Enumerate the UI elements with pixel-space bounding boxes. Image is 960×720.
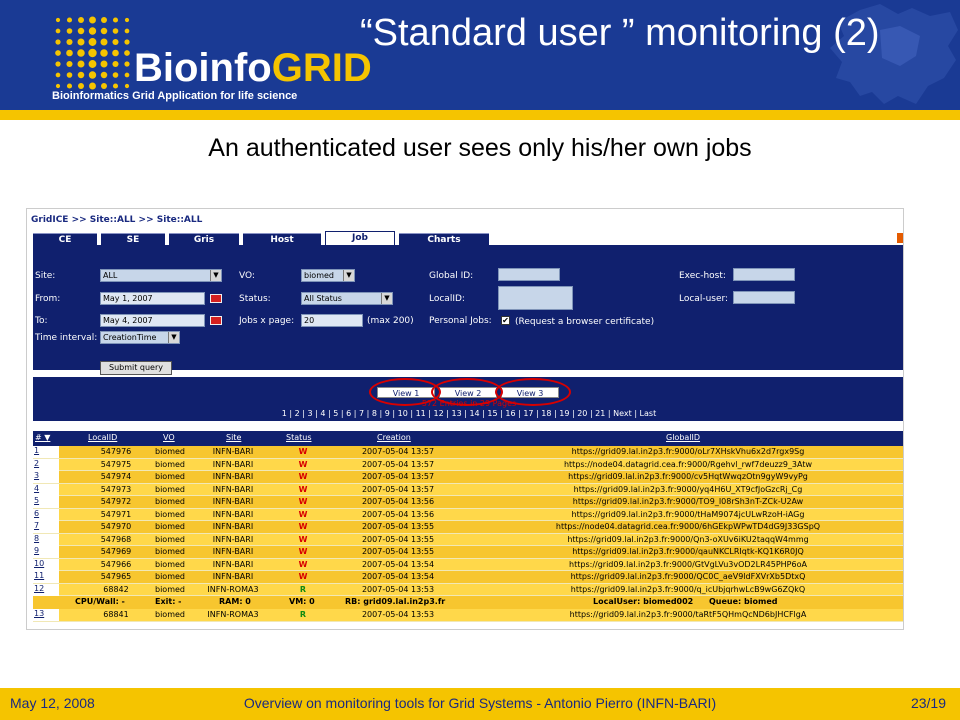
local-id-label: LocalID:	[429, 294, 465, 304]
jobs-max-note: (max 200)	[367, 316, 414, 326]
cell-globalid: https://grid09.lal.in2p3.fr:9000/qauNKCLRIqtk-KQ1K6R0JQ	[572, 547, 804, 556]
personal-jobs-note: (Request a browser certificate)	[515, 317, 655, 327]
cell-creation: 2007-05-04 13:57	[361, 484, 435, 494]
logo-text: BioinfoGRID	[134, 46, 372, 90]
slide-footer	[0, 688, 960, 720]
footer-page-number: 23/19	[910, 695, 946, 711]
cell-localid: 68842	[103, 584, 129, 594]
detail-cpu: CPU/Wall: -	[75, 597, 125, 606]
cell-status: W	[298, 572, 308, 581]
table-row[interactable]	[33, 571, 904, 584]
cell-creation: 2007-05-04 13:53	[361, 584, 435, 594]
cell-creation: 2007-05-04 13:57	[361, 459, 435, 469]
slide-title: “Standard user ” monitoring (2)	[360, 12, 880, 54]
cell-creation: 2007-05-04 13:56	[361, 497, 435, 506]
status-header[interactable]: Status	[286, 433, 312, 442]
from-date-input[interactable]: May 1, 2007	[100, 292, 205, 305]
local-id-input[interactable]	[498, 286, 573, 310]
detail-vm: VM: 0	[289, 597, 315, 606]
row-number-link[interactable]: 12	[33, 584, 59, 596]
logo-subtitle: Bioinformatics Grid Application for life science	[52, 90, 298, 102]
cell-globalid: https://grid09.lal.in2p3.fr:9000/tHaM9074jcULwRzoH-iAGg	[571, 509, 805, 519]
cell-creation: 2007-05-04 13:57	[361, 447, 435, 456]
detail-queue: Queue: biomed	[709, 597, 778, 606]
creation-header[interactable]: Creation	[377, 433, 411, 442]
cell-creation: 2007-05-04 13:54	[361, 572, 435, 581]
view-pager	[33, 377, 904, 421]
personal-jobs-label: Personal Jobs:	[429, 316, 492, 326]
cell-globalid: https://grid09.lal.in2p3.fr:9000/oLr7XHskVhu6x2d7rgx9Sg	[571, 447, 805, 456]
jobs-per-page-input[interactable]: 20	[301, 314, 363, 327]
tab-se[interactable]: SE	[101, 233, 165, 245]
row-number-link[interactable]: 8	[33, 534, 59, 546]
table-row[interactable]	[33, 521, 904, 534]
cell-site: INFN-BARI	[212, 484, 254, 494]
view-1-button[interactable]: View 1	[377, 387, 435, 398]
header-accent-bar	[0, 110, 960, 120]
local-user-label: Local-user:	[679, 294, 729, 304]
cell-site: INFN-ROMA3	[207, 610, 259, 619]
table-row[interactable]	[33, 609, 904, 622]
vo-label: VO:	[239, 271, 255, 281]
row-number-link[interactable]: 10	[33, 559, 59, 571]
global-id-input[interactable]	[498, 268, 560, 281]
cell-localid: 547968	[100, 534, 132, 544]
cell-vo: biomed	[155, 472, 185, 481]
slide-header	[0, 0, 960, 110]
from-label: From:	[35, 294, 61, 304]
local-user-input[interactable]	[733, 291, 795, 304]
cell-globalid: https://grid09.lal.in2p3.fr:9000/QC0C_aeV9ldFXVrXb5DtxQ	[570, 572, 806, 581]
row-number-link[interactable]: 11	[33, 571, 59, 583]
cell-vo: biomed	[155, 522, 185, 531]
table-row[interactable]	[33, 459, 904, 472]
site-label: Site:	[35, 271, 56, 281]
cell-vo: biomed	[155, 484, 185, 494]
table-row[interactable]	[33, 446, 904, 459]
row-number-link[interactable]: 6	[33, 509, 59, 521]
sort-number-header[interactable]: # ▼	[35, 433, 51, 442]
calendar-icon[interactable]	[210, 316, 222, 325]
cell-localid: 547976	[100, 447, 132, 456]
cell-globalid: https://grid09.lal.in2p3.fr:9000/yq4H6U_XT9cfJoGzcRj_Cg	[573, 484, 803, 494]
view-2-button[interactable]: View 2	[439, 387, 497, 398]
vo-header[interactable]: VO	[163, 433, 175, 442]
cell-status: R	[299, 610, 307, 619]
cell-site: INFN-ROMA3	[207, 584, 259, 594]
tab-gris[interactable]: Gris	[169, 233, 239, 245]
chevron-down-icon: ▼	[343, 270, 354, 281]
cell-localid: 547965	[100, 572, 132, 581]
breadcrumb[interactable]: GridICE >> Site::ALL >> Site::ALL	[31, 215, 203, 225]
cell-localid: 68841	[103, 610, 129, 619]
cell-creation: 2007-05-04 13:53	[361, 610, 435, 619]
cell-site: INFN-BARI	[212, 459, 254, 469]
global-id-label: Global ID:	[429, 271, 474, 281]
cell-status: W	[298, 484, 308, 494]
cell-vo: biomed	[155, 447, 185, 456]
interval-label: Time interval:	[35, 333, 98, 343]
cell-localid: 547973	[100, 484, 132, 494]
status-select-value: All Status	[304, 294, 342, 303]
globalid-header[interactable]: GlobalID	[666, 433, 701, 442]
exec-host-label: Exec-host:	[679, 271, 726, 281]
cell-localid: 547971	[100, 509, 132, 519]
cell-globalid: https://node04.datagrid.cea.fr:9000/Rgehvl_rwf7deuzz9_3Atw	[563, 459, 813, 469]
table-row[interactable]	[33, 509, 904, 522]
cell-vo: biomed	[155, 509, 185, 519]
cell-creation: 2007-05-04 13:56	[361, 509, 435, 519]
cell-site: INFN-BARI	[212, 559, 254, 569]
cell-status: W	[298, 459, 308, 469]
cell-site: INFN-BARI	[212, 509, 254, 519]
cell-vo: biomed	[155, 547, 185, 556]
status-select[interactable]	[301, 292, 393, 305]
cell-status: W	[298, 509, 308, 519]
cell-status: W	[298, 472, 308, 481]
exec-host-input[interactable]	[733, 268, 795, 281]
chevron-down-icon: ▼	[381, 293, 392, 304]
cell-status: W	[298, 547, 308, 556]
cell-site: INFN-BARI	[212, 447, 254, 456]
site-select-value: ALL	[103, 271, 118, 280]
calendar-icon[interactable]	[210, 294, 222, 303]
cell-localid: 547975	[100, 459, 132, 469]
job-query-form	[33, 246, 904, 370]
footer-date: May 12, 2008	[10, 695, 95, 711]
table-row[interactable]	[33, 559, 904, 572]
cell-globalid: https://grid09.lal.in2p3.fr:9000/taRtF5QHmQcND6bJHCFlgA	[569, 610, 807, 619]
cell-globalid: https://grid09.lal.in2p3.fr:9000/q_icUbjqrhwLcB9wG6ZQkQ	[570, 584, 806, 594]
vo-select[interactable]	[301, 269, 355, 282]
submit-query-button[interactable]: Submit query	[100, 361, 172, 375]
table-row[interactable]	[33, 546, 904, 559]
view-3-button[interactable]: View 3	[501, 387, 559, 398]
jobs-per-page-label: Jobs x page:	[239, 316, 295, 326]
cell-status: W	[298, 522, 308, 531]
cell-status: W	[298, 447, 308, 456]
to-date-input[interactable]: May 4, 2007	[100, 314, 205, 327]
interval-select-value: CreationTime	[103, 333, 157, 342]
cell-globalid: https://node04.datagrid.cea.fr:9000/6hGEkpWPwTD4dG9J33GSpQ	[555, 522, 821, 531]
site-select[interactable]	[100, 269, 222, 282]
cell-creation: 2007-05-04 13:57	[361, 472, 435, 481]
cell-creation: 2007-05-04 13:55	[361, 534, 435, 544]
row-number-link[interactable]: 13	[33, 609, 59, 621]
personal-jobs-checkbox[interactable]: ✔	[502, 316, 509, 325]
cell-localid: 547974	[100, 472, 132, 481]
cell-globalid: https://grid09.lal.in2p3.fr:9000/GtVgLVu3vOD2LR45PHP6oA	[569, 559, 807, 569]
cell-status: W	[298, 534, 308, 544]
to-label: To:	[35, 316, 48, 326]
job-detail-row	[33, 596, 904, 609]
row-number-link[interactable]: 3	[33, 471, 59, 483]
table-row[interactable]	[33, 534, 904, 547]
chevron-down-icon: ▼	[210, 270, 221, 281]
cell-globalid: https://grid09.lal.in2p3.fr:9000/TO9_I08rSh3nT-ZCk-U2Aw	[572, 497, 804, 506]
cell-site: INFN-BARI	[212, 522, 254, 531]
cell-localid: 547972	[100, 497, 132, 506]
cell-site: INFN-BARI	[212, 547, 254, 556]
tab-ce[interactable]: CE	[33, 233, 97, 245]
status-label: Status:	[239, 294, 271, 304]
row-number-link[interactable]: 9	[33, 546, 59, 558]
slide-subtitle: An authenticated user sees only his/her own jobs	[208, 134, 752, 162]
cell-site: INFN-BARI	[212, 472, 254, 481]
gridice-screenshot	[26, 208, 904, 630]
tab-charts[interactable]: Charts	[399, 233, 489, 245]
cell-site: INFN-BARI	[212, 534, 254, 544]
row-number-link[interactable]: 1	[33, 446, 59, 458]
row-number-link[interactable]: 4	[33, 484, 59, 496]
cell-localid: 547969	[100, 547, 132, 556]
table-row[interactable]	[33, 496, 904, 509]
page-links[interactable]: 1 | 2 | 3 | 4 | 5 | 6 | 7 | 8 | 9 | 10 | 11 | 12 | 13 | 14 | 15 | 16 | 17 | 18 | 19 | 20 | 21 | Next | Last	[281, 409, 657, 418]
cell-vo: biomed	[155, 584, 185, 594]
table-header	[33, 431, 904, 446]
interval-select[interactable]	[100, 331, 180, 344]
cell-vo: biomed	[155, 610, 185, 619]
entries-count: 572 Entries in 29 Pages	[421, 399, 517, 408]
chevron-down-icon: ▼	[168, 332, 179, 343]
site-header[interactable]: Site	[226, 433, 242, 442]
table-row[interactable]	[33, 484, 904, 497]
cell-globalid: https://grid09.lal.in2p3.fr:9000/Qn3-oXUv6iKU2taqqW4mmg	[567, 534, 809, 544]
grid-logo-icon	[52, 14, 134, 94]
table-row[interactable]	[33, 471, 904, 484]
cell-vo: biomed	[155, 559, 185, 569]
cell-creation: 2007-05-04 13:55	[361, 522, 435, 531]
cell-creation: 2007-05-04 13:55	[361, 547, 435, 556]
cell-status: R	[299, 584, 307, 594]
detail-rb: RB: grid09.lal.in2p3.fr	[345, 597, 446, 606]
localid-header[interactable]: LocalID	[88, 433, 118, 442]
corner-marker	[897, 233, 903, 243]
cell-vo: biomed	[155, 534, 185, 544]
cell-site: INFN-BARI	[212, 572, 254, 581]
cell-globalid: https://grid09.lal.in2p3.fr:9000/cv5HqtWwqzOtn9gyW9vyPg	[568, 472, 808, 481]
vo-select-value: biomed	[304, 271, 334, 280]
table-row[interactable]	[33, 584, 904, 597]
tab-host[interactable]: Host	[243, 233, 321, 245]
detail-ram: RAM: 0	[219, 597, 251, 606]
jobs-table	[33, 431, 904, 622]
tab-job[interactable]: Job	[325, 231, 395, 245]
cell-localid: 547966	[100, 559, 132, 569]
detail-localuser: LocalUser: biomed002	[593, 597, 694, 606]
cell-site: INFN-BARI	[212, 497, 254, 506]
cell-vo: biomed	[155, 459, 185, 469]
cell-creation: 2007-05-04 13:54	[361, 559, 435, 569]
detail-exit: Exit: -	[155, 597, 182, 606]
cell-status: W	[298, 559, 308, 569]
cell-status: W	[298, 497, 308, 506]
row-number-link[interactable]: 7	[33, 521, 59, 533]
table-body	[33, 446, 904, 596]
cell-localid: 547970	[100, 522, 132, 531]
cell-vo: biomed	[155, 497, 185, 506]
row-number-link[interactable]: 5	[33, 496, 59, 508]
row-number-link[interactable]: 2	[33, 459, 59, 471]
cell-vo: biomed	[155, 572, 185, 581]
footer-title: Overview on monitoring tools for Grid Systems - Antonio Pierro (INFN-BARI)	[243, 695, 717, 711]
